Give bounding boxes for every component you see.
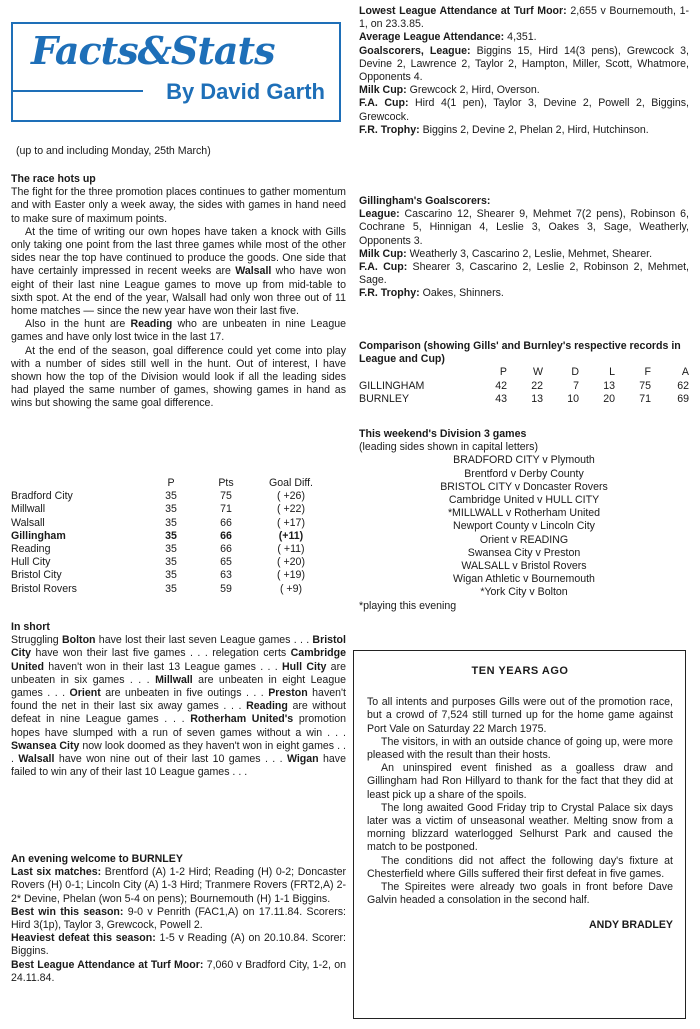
ten-years-paragraph-1: To all intents and purposes Gills were out of the promotion race, but a crowd of 7,524 still turned up for the home game against Port Vale on Saturday 22 March 1975. xyxy=(367,696,673,735)
standings-pts-cell: 75 xyxy=(220,490,232,503)
standings-p-cell: 35 xyxy=(165,569,177,582)
race-paragraph-4: At the end of the season, goal difference could yet come into play with a number of sides still well in the hunt. Out of interest, I have shown how the top of the Division would look if all the leading sides had played the same number of games, showing games in hand as wins but showing the same goal difference. xyxy=(11,344,346,410)
ten-years-paragraph-4: The long awaited Good Friday trip to Crystal Palace six days later was a victim of unseasonal weather. Melting snow from a morning blizzard waterlogged Selhurst Park and caused the match to be postponed. xyxy=(367,801,673,854)
gills-league-label: League: xyxy=(359,208,400,221)
standings-team-cell: Bristol City xyxy=(11,569,62,582)
race-paragraph-3: Also in the hunt are Reading who are unbeaten in nine League games and have only lost twice in the last 17. xyxy=(11,318,346,344)
comparison-header-p: P xyxy=(499,366,507,379)
standings-pts-cell: 65 xyxy=(220,556,232,569)
comparison-f-cell: 75 xyxy=(639,379,651,392)
standings-gd-cell: ( +20) xyxy=(277,556,305,569)
comparison-w-cell: 13 xyxy=(531,392,543,405)
gills-fa-text: Shearer 3, Cascarino 2, Leslie 2, Robinson 2, Mehmet, Sage. xyxy=(359,261,689,287)
comparison-header-l: L xyxy=(609,366,615,379)
fixture-item: Wigan Athletic v Bournemouth xyxy=(453,573,595,586)
burnley-milk-cup xyxy=(359,84,689,97)
comparison-header-d: D xyxy=(571,366,579,379)
standings-p-cell: 35 xyxy=(165,543,177,556)
gills-fr-trophy xyxy=(359,287,689,300)
standings-pts-cell: 59 xyxy=(220,582,232,595)
standings-pts-cell: 66 xyxy=(220,529,232,542)
standings-gd-cell: ( +11) xyxy=(277,543,305,556)
comparison-header-a: A xyxy=(681,366,689,379)
logo-rule xyxy=(13,90,143,92)
comparison-header-row xyxy=(359,366,689,379)
fixture-item: Brentford v Derby County xyxy=(464,467,584,480)
standings-p-cell: 35 xyxy=(165,556,177,569)
weekend-footnote: *playing this evening xyxy=(359,599,457,612)
best-win xyxy=(11,906,346,932)
heaviest-label: Heaviest defeat this season: xyxy=(11,932,156,945)
gills-milk-cup xyxy=(359,248,689,261)
fixture-item: Newport County v Lincoln City xyxy=(453,520,595,533)
logo-byline: By David Garth xyxy=(166,79,325,104)
comparison-p-cell: 43 xyxy=(495,392,507,405)
standings-header-row xyxy=(11,477,331,490)
comparison-d-cell: 7 xyxy=(573,379,579,392)
standings-team-cell: Bristol Rovers xyxy=(11,582,77,595)
standings-row xyxy=(11,503,331,516)
comparison-f-cell: 71 xyxy=(639,392,651,405)
comparison-l-cell: 20 xyxy=(603,392,615,405)
standings-row xyxy=(11,583,331,596)
gills-milk-text: Weatherly 3, Cascarino 2, Leslie, Mehmet, Shearer. xyxy=(409,247,653,260)
avg-att-text: 4,351. xyxy=(507,31,537,44)
gills-league-text: Cascarino 12, Shearer 9, Mehmet 7(2 pens), Robinson 6, Cochrane 5, Hinnigan 4, Leslie 3, Oakes 3, Sage, Weatherly, Opponents 3. xyxy=(359,208,689,247)
standings-row xyxy=(11,556,331,569)
fixture-item: BRADFORD CITY v Plymouth xyxy=(453,454,595,467)
fixture-item: Orient v READING xyxy=(479,533,569,546)
burnley-scorers-text: Biggins 15, Hird 14(3 pens), Grewcock 3, Devine 2, Lawrence 2, Taylor 2, Hampton, Miller, Scott, Whatmore, Opponents 4. xyxy=(359,44,689,84)
ten-years-ago-box xyxy=(353,650,686,1019)
in-short-heading: In short xyxy=(11,621,50,633)
standings-p-cell: 35 xyxy=(165,582,177,595)
standings-header-pts: Pts xyxy=(218,477,234,489)
ten-years-paragraph-2: The visitors, in with an outside chance of going up, were more pleased with the result than their hosts. xyxy=(367,735,673,762)
weekend-section xyxy=(359,428,689,613)
burnley-milk-text: Grewcock 2, Hird, Overson. xyxy=(409,84,540,97)
best-win-text: 9-0 v Penrith (FAC1,A) on 17.11.84. Scorers: Hird 3(1p), Taylor 3, Grewcock, Powell 2. xyxy=(11,905,346,932)
comparison-d-cell: 10 xyxy=(567,392,579,405)
race-paragraph-2: At the time of writing our own hopes have taken a knock with Gills only taking one point from the last three games while most of the other sides near the top have continued to produce the goods. One side that have certainly impressed in recent weeks are Walsall who have won eight of their last nine League games to move up from mid-table to sixth spot. At the end of the year, Walsall had only won three out of 11 home matches — since the new year have won their last five. xyxy=(11,225,346,318)
fixture-item: Cambridge United v HULL CITY xyxy=(448,494,600,507)
standings-gd-cell: ( +17) xyxy=(277,516,305,529)
burnley-milk-label: Milk Cup: xyxy=(359,84,407,97)
best-win-label: Best win this season: xyxy=(11,905,124,918)
lowest-att-text: 2,655 v Bournemouth, 1-1, on 23.3.85. xyxy=(359,5,689,31)
burnley-league-scorers xyxy=(359,45,689,85)
standings-p-cell: 35 xyxy=(165,503,177,516)
date-note: (up to and including Monday, 25th March) xyxy=(16,145,211,157)
burnley-fa-text: Hird 4(1 pen), Taylor 3, Devine 2, Powell 2, Biggins, Grewcock. xyxy=(359,97,689,123)
comparison-table xyxy=(359,366,689,406)
burnley-fa-cup xyxy=(359,97,689,123)
weekend-heading: This weekend's Division 3 games xyxy=(359,428,527,440)
gills-fr-text: Oakes, Shinners. xyxy=(422,287,504,300)
standings-gd-cell: (+11) xyxy=(278,529,304,542)
in-short-text: Struggling Bolton have lost their last seven League games . . . Bristol City have won their last five games . . . relegation certs Cambridge United haven't won in their last 13 League games . . . Hull City are unbeaten in six games . . . Millwall are unbeaten in eight League games . . . Orient are unbeaten in five outings . . . Preston haven't found the net in their last six away games . . . Reading are without defeat in nine League games . . . Rotherham United's promotion hopes have slumped with a run of seven games without a win . . . Swansea City now look doomed as they haven't won in eight games . . . Walsall have won nine out of their last 10 games . . . Wigan have failed to win any of their last 10 League games . . . xyxy=(11,634,346,779)
welcome-section xyxy=(11,853,346,985)
burnley-fa-label: F.A. Cup: xyxy=(359,97,409,110)
standings-team-cell: Reading xyxy=(11,543,51,556)
standings-header-gd: Goal Diff. xyxy=(269,477,313,489)
avg-att-label: Average League Attendance: xyxy=(359,31,505,44)
heaviest-defeat xyxy=(11,932,346,958)
ten-years-paragraph-6: The Spireites were already two goals in front before Dave Galvin headed a consolation in the second half. xyxy=(367,881,673,907)
lowest-att-label: Lowest League Attendance at Turf Moor: xyxy=(359,5,567,17)
logo-title: Facts&Stats xyxy=(31,28,275,73)
standings-header-p: P xyxy=(167,477,175,489)
standings-pts-cell: 66 xyxy=(220,543,232,556)
lowest-attendance xyxy=(359,5,689,31)
standings-team-cell: Hull City xyxy=(11,556,51,569)
standings-row xyxy=(11,543,331,556)
ten-years-author: ANDY BRADLEY xyxy=(589,919,673,932)
gills-scorers-section xyxy=(359,195,689,301)
burnley-scorers-label: Goalscorers, League: xyxy=(359,44,471,57)
welcome-heading: An evening welcome to BURNLEY xyxy=(11,853,183,865)
comparison-team-cell: BURNLEY xyxy=(359,392,410,405)
gills-milk-label: Milk Cup: xyxy=(359,247,407,260)
fixture-item: *MILLWALL v Rotherham United xyxy=(447,507,601,520)
standings-team-cell: Millwall xyxy=(11,503,46,516)
facts-stats-logo xyxy=(11,22,341,122)
comparison-header-team xyxy=(359,366,471,379)
standings-team-cell: Gillingham xyxy=(11,529,66,542)
best-att-label: Best League Attendance at Turf Moor: xyxy=(11,958,204,971)
standings-p-cell: 35 xyxy=(165,516,177,529)
last-six xyxy=(11,866,346,906)
burnley-fr-trophy xyxy=(359,124,689,137)
average-attendance xyxy=(359,31,689,44)
standings-row xyxy=(11,569,331,582)
burnley-fr-label: F.R. Trophy: xyxy=(359,123,420,136)
standings-row xyxy=(11,517,331,530)
comparison-w-cell: 22 xyxy=(531,379,543,392)
comparison-row xyxy=(359,380,689,393)
comparison-team-cell: GILLINGHAM xyxy=(359,379,425,392)
fixture-item: BRISTOL CITY v Doncaster Rovers xyxy=(440,480,608,493)
standings-header-team xyxy=(11,477,141,490)
comparison-header-f: F xyxy=(644,366,651,379)
standings-gd-cell: ( +22) xyxy=(277,503,305,516)
in-short-section xyxy=(11,621,346,779)
standings-p-cell: 35 xyxy=(165,529,177,542)
comparison-a-cell: 62 xyxy=(677,379,689,392)
race-section xyxy=(11,173,346,411)
standings-team-cell: Bradford City xyxy=(11,490,73,503)
heaviest-text: 1-5 v Reading (A) on 20.10.84. Scorer: Biggins. xyxy=(11,932,346,958)
comparison-l-cell: 13 xyxy=(603,379,615,392)
race-paragraph-1: The fight for the three promotion places continues to gather momentum and with Easter only a week away, the sides with games in hand need to make sure of maximum points. xyxy=(11,186,346,225)
comparison-section xyxy=(359,340,689,406)
best-att-text: 7,060 v Bradford City, 1-2, on 24.11.84. xyxy=(11,958,346,984)
fixture-item: *York City v Bolton xyxy=(480,586,568,599)
weekend-note: (leading sides shown in capital letters) xyxy=(359,441,539,454)
comparison-header-w: W xyxy=(533,366,543,379)
standings-gd-cell: ( +26) xyxy=(277,490,305,503)
ten-years-title: TEN YEARS AGO xyxy=(471,665,569,677)
fixture-item: Swansea City v Preston xyxy=(467,546,581,559)
comparison-heading: Comparison (showing Gills' and Burnley's respective records in League and Cup) xyxy=(359,340,681,366)
gills-league xyxy=(359,208,689,248)
burnley-stats-section xyxy=(359,5,689,137)
standings-pts-cell: 71 xyxy=(220,503,232,516)
last-six-text: Brentford (A) 1-2 Hird; Reading (H) 0-2; Doncaster Rovers (H) 0-1; Lincoln City (A) 1-3 Hird; Tranmere Rovers (FRT2,A) 2-2* Devine, Phelan (won 5-4 on pens); Bournemouth (H) 1-1 Biggins. xyxy=(11,866,346,905)
standings-row xyxy=(11,490,331,503)
standings-pts-cell: 63 xyxy=(220,569,232,582)
gills-scorers-heading: Gillingham's Goalscorers: xyxy=(359,195,491,207)
burnley-fr-text: Biggins 2, Devine 2, Phelan 2, Hird, Hutchinson. xyxy=(422,123,649,136)
standings-pts-cell: 66 xyxy=(220,516,232,529)
ten-years-paragraph-3: An uninspired event finished as a goalless draw and Gillingham had Ron Hillyard to thank for the fact that they did at least pick up a share of the spoils. xyxy=(367,762,673,801)
gills-fa-label: F.A. Cup: xyxy=(359,261,408,274)
gills-fa-cup xyxy=(359,261,689,287)
race-heading: The race hots up xyxy=(11,173,96,185)
last-six-label: Last six matches: xyxy=(11,866,102,879)
fixtures-list xyxy=(359,454,689,599)
fixture-item: WALSALL v Bristol Rovers xyxy=(461,560,587,573)
standings-table xyxy=(11,477,331,596)
comparison-p-cell: 42 xyxy=(495,379,507,392)
comparison-a-cell: 69 xyxy=(677,392,689,405)
gills-fr-label: F.R. Trophy: xyxy=(359,287,420,300)
standings-p-cell: 35 xyxy=(165,490,177,503)
standings-gd-cell: ( +9) xyxy=(279,582,303,595)
ten-years-paragraph-5: The conditions did not affect the following day's fixture at Chesterfield where Gills suffered their first defeat in five games. xyxy=(367,854,673,880)
standings-team-cell: Walsall xyxy=(11,516,45,529)
comparison-row xyxy=(359,393,689,406)
standings-row xyxy=(11,530,331,543)
best-attendance xyxy=(11,959,346,985)
standings-gd-cell: ( +19) xyxy=(277,569,305,582)
